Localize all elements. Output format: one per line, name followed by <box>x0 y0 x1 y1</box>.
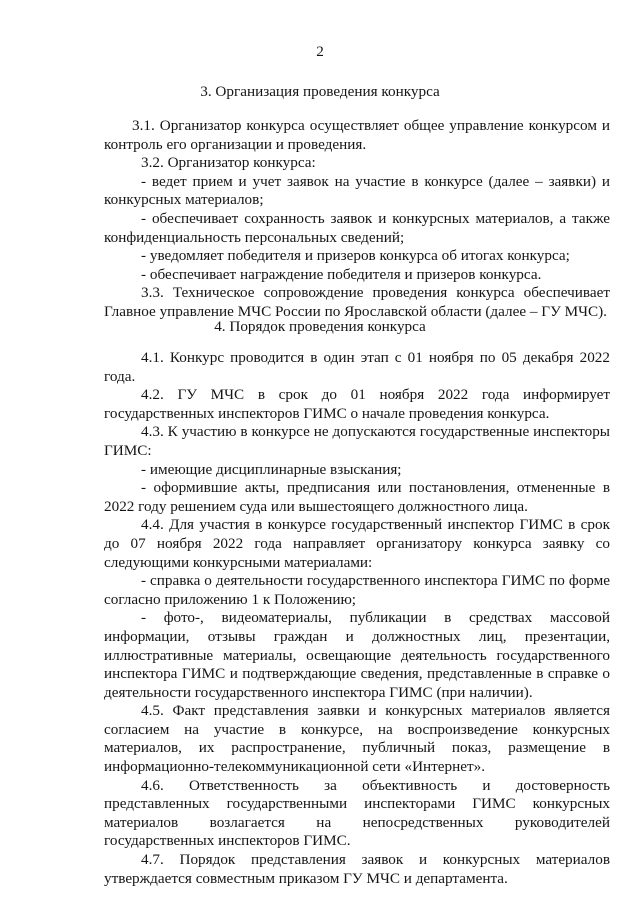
paragraph-4-1: 4.1. Конкурс проводится в один этап с 01 ноября по 05 декабря 2022 года. <box>104 349 610 385</box>
paragraph-4-3-item-1: - имеющие дисциплинарные взыскания; <box>141 460 402 478</box>
paragraph-3-2-item-3: - уведомляет победителя и призеров конкурса об итогах конкурса; <box>141 247 570 265</box>
paragraph-4-3-item-2: - оформившие акты, предписания или постановления, отмененные в 2022 году решением суда или вышестоящего должностного лица. <box>104 479 610 515</box>
section-3-body <box>104 117 610 322</box>
paragraph-4-5: 4.5. Факт представления заявки и конкурсных материалов является согласием на участие в конкурсе, на воспроизведение конкурсных материалов, их распространение, публичный показ, размещение в информационно-телекоммуникационной сети «Интернет». <box>104 702 610 776</box>
paragraph-3-3: 3.3. Техническое сопровождение проведения конкурса обеспечивает Главное управление МЧС России по Ярославской области (далее – ГУ МЧС). <box>104 284 610 320</box>
paragraph-3-2-item-4: - обеспечивает награждение победителя и призеров конкурса. <box>141 265 542 283</box>
paragraph-4-6: 4.6. Ответственность за объективность и достоверность представленных государственными инспекторами ГИМС конкурсных материалов возлагается на непосредственных руководителей государственных инспекторов ГИМС. <box>104 776 610 850</box>
paragraph-3-1: 3.1. Организатор конкурса осуществляет общее управление конкурсом и контроль его организации и проведения. <box>104 117 610 153</box>
paragraph-4-4: 4.4. Для участия в конкурсе государственный инспектор ГИМС в срок до 07 ноября 2022 года направляет организатору конкурса заявку со следующими конкурсными материалами: <box>104 516 610 571</box>
paragraph-3-2-item-2: - обеспечивает сохранность заявок и конкурсных материалов, а также конфиденциальность персональных сведений; <box>104 209 610 246</box>
paragraph-3-2-item-1: - ведет прием и учет заявок на участие в конкурсе (далее – заявки) и конкурсных материалов; <box>104 172 610 209</box>
section-4-heading: 4. Порядок проведения конкурса <box>214 318 426 335</box>
paragraph-4-2: 4.2. ГУ МЧС в срок до 01 ноября 2022 года информирует государственных инспекторов ГИМС о начале проведения конкурса. <box>104 386 610 422</box>
section-3-heading: 3. Организация проведения конкурса <box>200 83 440 100</box>
paragraph-4-4-item-2: - фото-, видеоматериалы, публикации в средствах массовой информации, отзывы граждан и должностных лиц, презентации, иллюстративные материалы, освещающие деятельность государственного инспектора ГИМС и подтверждающие сведения, представленные в справке о деятельности государственного инспектора ГИМС (при наличии). <box>104 609 610 701</box>
paragraph-4-4-item-1: - справка о деятельности государственного инспектора ГИМС по форме согласно приложению 1 к Положению; <box>104 572 610 608</box>
page-number: 2 <box>316 43 324 60</box>
paragraph-4-7: 4.7. Порядок представления заявок и конкурсных материалов утверждается совместным приказом ГУ МЧС и департамента. <box>104 851 610 887</box>
paragraph-3-2: 3.2. Организатор конкурса: <box>141 154 316 172</box>
paragraph-4-3: 4.3. К участию в конкурсе не допускаются государственные инспекторы ГИМС: <box>104 423 610 459</box>
section-4-body <box>104 349 610 888</box>
